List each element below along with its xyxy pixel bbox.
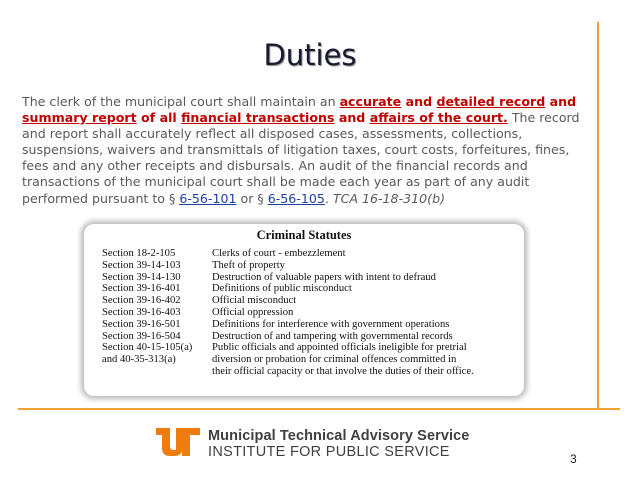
section-cell: Section 39-16-403 <box>102 306 181 318</box>
table-row <box>102 342 474 354</box>
description-cell: Destruction of valuable papers with intent to defraud <box>212 271 436 283</box>
table-row <box>102 295 474 307</box>
vertical-divider <box>597 22 599 410</box>
highlight-detailed-record: detailed record <box>436 94 546 109</box>
section-cell: Section 39-16-501 <box>102 318 181 330</box>
link-6-56-105[interactable]: 6-56-105 <box>267 190 325 206</box>
section-cell: Section 39-16-402 <box>102 295 181 307</box>
description-cell: Official oppression <box>212 306 294 318</box>
table-row <box>102 283 474 295</box>
body-text-segment: The clerk of the municipal court shall maintain an <box>22 94 340 109</box>
highlight-accurate: accurate <box>339 94 402 109</box>
table-row <box>102 260 474 272</box>
page-number: 3 <box>570 452 577 466</box>
highlight-affairs-of-court: affairs of the court. <box>369 110 508 126</box>
horizontal-divider <box>18 408 620 410</box>
org-name-line2: INSTITUTE FOR PUBLIC SERVICE <box>208 444 450 460</box>
body-text-segment: . <box>324 190 333 206</box>
slide-title: Duties <box>263 38 357 72</box>
description-cell: Definitions for interference with government operations <box>212 318 450 330</box>
description-cell: Theft of property <box>212 259 285 271</box>
table-row <box>102 272 474 284</box>
criminal-statutes-box <box>84 224 524 396</box>
section-cell: Section 39-16-504 <box>102 330 181 342</box>
section-cell: Section 39-16-401 <box>102 283 181 295</box>
org-name-line1: Municipal Technical Advisory Service <box>208 428 470 444</box>
section-cell: and 40-35-313(a) <box>102 354 176 366</box>
body-paragraph <box>22 94 587 207</box>
description-cell: diversion or probation for criminal offences committed in <box>212 354 457 366</box>
table-row <box>102 366 474 378</box>
highlight-summary-report: summary report <box>22 110 137 126</box>
body-text-segment: and <box>545 94 577 109</box>
description-cell: Definitions of public misconduct <box>212 283 352 295</box>
description-cell: their official capacity or that involve the duties of their office. <box>212 365 474 377</box>
statutes-table <box>102 248 474 378</box>
body-text-segment: and <box>334 110 370 126</box>
ut-logo-icon <box>156 428 200 456</box>
table-row <box>102 307 474 319</box>
table-row <box>102 319 474 331</box>
statutes-title: Criminal Statutes <box>256 228 352 242</box>
body-text-segment: The record and report shall accurately reflect all disposed cases, assessments, collections, suspensions, waivers and transmittals of litigation taxes, court costs, forfeitures, fines, fees and any other receipts and disbursals. An audit of the financial records and transactions of the municipal court shall be made each year as part of any audit performed pursuant to § <box>22 110 580 206</box>
section-cell: Section 39-14-130 <box>102 271 181 283</box>
description-cell: Public officials and appointed officials ineligible for pretrial <box>212 342 467 354</box>
citation: TCA 16-18-310(b) <box>332 190 445 206</box>
table-row <box>102 248 474 260</box>
link-6-56-101[interactable]: 6-56-101 <box>179 190 237 206</box>
section-cell <box>102 366 212 378</box>
highlight-financial-transactions: financial transactions <box>181 110 335 126</box>
section-cell: Section 40-15-105(a) <box>102 342 193 354</box>
description-cell: Clerks of court - embezzlement <box>212 248 346 259</box>
section-cell: Section 39-14-103 <box>102 259 181 271</box>
body-text-segment: and <box>401 94 437 109</box>
section-cell: Section 18-2-105 <box>102 248 176 259</box>
body-text-segment: of all <box>136 110 182 126</box>
description-cell: Official misconduct <box>212 295 297 307</box>
description-cell: Destruction of and tampering with governmental records <box>212 330 453 342</box>
table-row <box>102 354 474 366</box>
table-row <box>102 331 474 343</box>
body-text-segment: or § <box>236 190 268 206</box>
